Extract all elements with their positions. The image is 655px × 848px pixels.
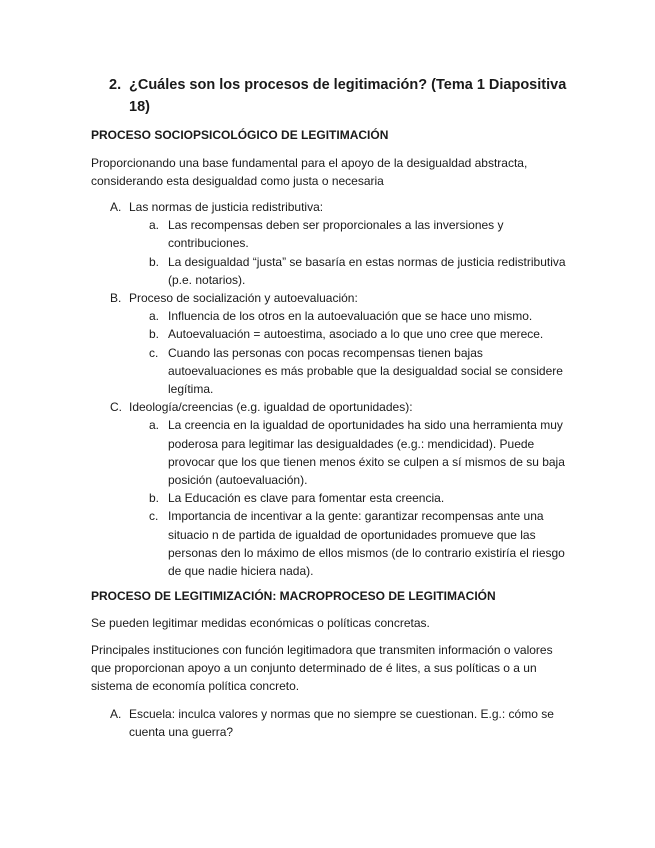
- section-heading-sociopsicologico: PROCESO SOCIOPSICOLÓGICO DE LEGITIMACIÓN: [91, 128, 389, 142]
- list-marker: C.: [110, 400, 122, 415]
- sub-list-marker: b.: [149, 491, 160, 506]
- sub-list-item: [0, 416, 568, 489]
- sub-list-item-text: Las recompensas deben ser proporcionales a las inversiones y contribuciones.: [168, 218, 504, 251]
- sub-list-marker: b.: [149, 327, 160, 342]
- section2-paragraph-2: Principales instituciones con función legitimadora que transmiten información o valores que proporcionan apoyo a un conjunto determinado de é lites, a sus políticas o a un sistema de economía política concreto.: [91, 643, 553, 693]
- section-heading-macroproceso: PROCESO DE LEGITIMIZACIÓN: MACROPROCESO DE LEGITIMACIÓN: [91, 589, 496, 603]
- sub-list-item-text: La desigualdad “justa” se basaría en estas normas de justicia redistributiva (p.e. notarios).: [168, 254, 566, 287]
- list-item-text: Ideología/creencias (e.g. igualdad de oportunidades):: [129, 400, 413, 415]
- sub-list-marker: a.: [149, 309, 160, 324]
- question-text: ¿Cuáles son los procesos de legitimación? (Tema 1 Diapositiva 18): [129, 77, 567, 115]
- sub-list-item-text: Influencia de los otros en la autoevaluación que se hace uno mismo.: [168, 309, 533, 324]
- sub-list-marker: c.: [149, 345, 159, 360]
- sub-list-item: [0, 253, 568, 289]
- list-item-text: Proceso de socialización y autoevaluación:: [129, 291, 358, 306]
- section2-paragraph-1: Se pueden legitimar medidas económicas o políticas concretas.: [91, 616, 430, 630]
- sub-list-item: [0, 325, 568, 343]
- list-marker: A.: [110, 707, 122, 721]
- sub-list-item: [0, 489, 568, 507]
- list-marker: B.: [110, 291, 122, 306]
- question-title: [109, 74, 569, 118]
- sub-list-item: [0, 507, 568, 580]
- list-item-text: Las normas de justicia redistributiva:: [129, 200, 324, 214]
- list-item: [0, 705, 559, 741]
- sub-list-marker: b.: [149, 254, 160, 269]
- sub-list-item-text: Importancia de incentivar a la gente: garantizar recompensas ante una situacio n de partida de igualdad de oportunidades promueve que las personas den lo máximo de ellos mismos (de lo contrario existiría el riesgo de que nadie hiciera nada).: [168, 509, 565, 579]
- section2-list: [0, 705, 655, 741]
- sub-list-item-text: Cuando las personas con pocas recompensas tienen bajas autoevaluaciones es más probable que la desigualdad social se considere legítima.: [168, 345, 563, 397]
- section1-list: [0, 198, 655, 580]
- list-item: [0, 398, 559, 416]
- list-marker: A.: [110, 200, 122, 214]
- sub-list-marker: a.: [149, 218, 160, 233]
- list-item: [0, 289, 559, 307]
- sub-list-item: [0, 344, 568, 399]
- sub-list-item: [0, 216, 568, 252]
- question-number: 2.: [109, 77, 122, 93]
- list-item: [0, 198, 559, 216]
- sub-list-marker: c.: [149, 509, 159, 524]
- sub-list-marker: a.: [149, 418, 160, 433]
- sub-list-item-text: Autoevaluación = autoestima, asociado a lo que uno cree que merece.: [168, 327, 544, 342]
- list-item-text: Escuela: inculca valores y normas que no siempre se cuestionan. E.g.: cómo se cuenta una guerra?: [129, 707, 554, 740]
- sub-list-item: [0, 307, 568, 325]
- section-intro-paragraph: Proporcionando una base fundamental para el apoyo de la desigualdad abstracta, considerando esta desigualdad como justa o necesaria: [91, 156, 528, 188]
- sub-list-item-text: La Educación es clave para fomentar esta creencia.: [168, 491, 445, 506]
- sub-list-item-text: La creencia en la igualdad de oportunidades ha sido una herramienta muy poderosa para legitimar las desigualdades (e.g.: mendicidad). Puede provocar que los que tienen menos éxito se culpen a sí mismos de su baja posición (autoevaluación).: [168, 418, 565, 488]
